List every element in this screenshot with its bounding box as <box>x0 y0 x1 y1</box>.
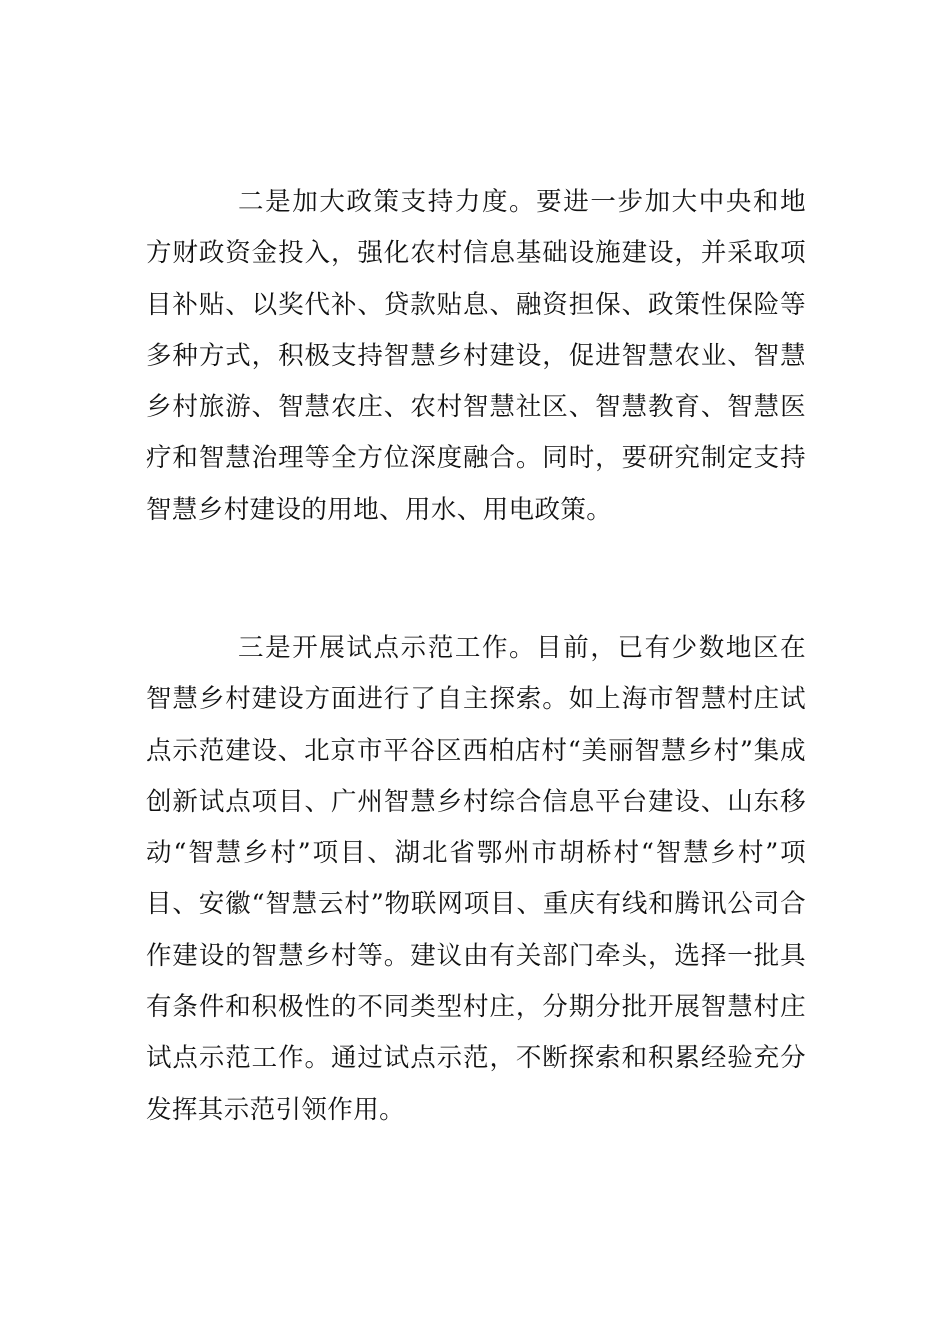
paragraph-pilot-demonstration: 三是开展试点示范工作。目前，已有少数地区在智慧乡村建设方面进行了自主探索。如上海市智慧村庄试点示范建设、北京市平谷区西柏店村“美丽智慧乡村”集成创新试点项目、广州智慧乡村综合信息平台建设、山东移动“智慧乡村”项目、湖北省鄂州市胡桥村“智慧乡村”项目、安徽“智慧云村”物联网项目、重庆有线和腾讯公司合作建设的智慧乡村等。建议由有关部门牵头，选择一批具有条件和积极性的不同类型村庄，分期分批开展智慧村庄试点示范工作。通过试点示范，不断探索和积累经验充分发挥其示范引领作用。 <box>146 633 806 1125</box>
paragraph-policy-support: 二是加大政策支持力度。要进一步加大中央和地方财政资金投入，强化农村信息基础设施建设，并采取项目补贴、以奖代补、贷款贴息、融资担保、政策性保险等多种方式，积极支持智慧乡村建设，促进智慧农业、智慧乡村旅游、智慧农庄、农村智慧社区、智慧教育、智慧医疗和智慧治理等全方位深度融合。同时，要研究制定支持智慧乡村建设的用地、用水、用电政策。 <box>146 187 806 525</box>
